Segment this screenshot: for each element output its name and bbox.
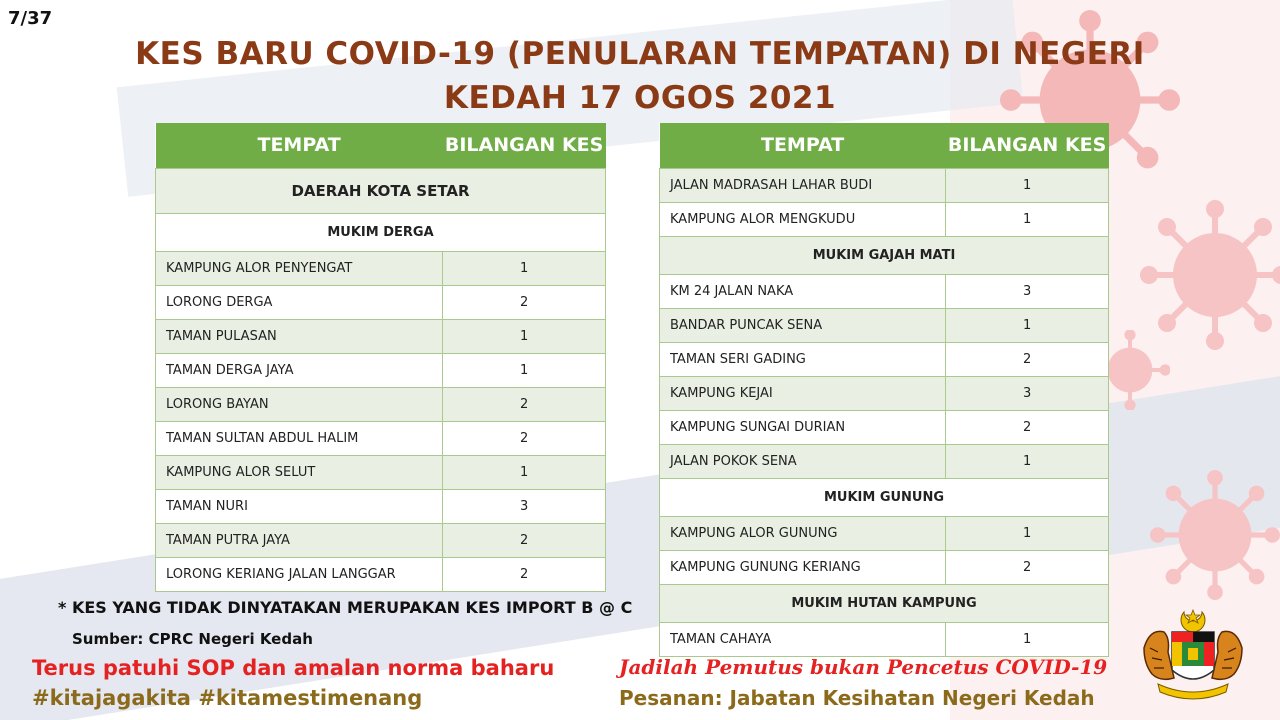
header-count: BILANGAN KES: [443, 123, 606, 168]
place-cell: KAMPUNG SUNGAI DURIAN: [660, 410, 946, 444]
table-row: [156, 421, 606, 455]
count-cell: 3: [946, 274, 1109, 308]
kedah-crest-icon: [1140, 608, 1246, 702]
place-cell: TAMAN CAHAYA: [660, 622, 946, 656]
sop-message: Terus patuhi SOP dan amalan norma baharu: [32, 656, 555, 680]
table-row: [660, 550, 1109, 584]
table-row: [156, 387, 606, 421]
table-row: [660, 410, 1109, 444]
place-cell: TAMAN NURI: [156, 489, 443, 523]
table-row: [156, 285, 606, 319]
count-cell: 1: [946, 444, 1109, 478]
count-cell: 3: [946, 376, 1109, 410]
place-cell: BANDAR PUNCAK SENA: [660, 308, 946, 342]
mukim-name: MUKIM DERGA: [156, 213, 606, 251]
count-cell: 1: [443, 319, 606, 353]
count-cell: 2: [443, 557, 606, 591]
table-row: [660, 308, 1109, 342]
place-cell: JALAN MADRASAH LAHAR BUDI: [660, 168, 946, 202]
district-name: DAERAH KOTA SETAR: [156, 168, 606, 213]
count-cell: 1: [946, 202, 1109, 236]
table-row: [156, 319, 606, 353]
count-cell: 2: [443, 523, 606, 557]
count-cell: 1: [443, 353, 606, 387]
place-cell: KAMPUNG KEJAI: [660, 376, 946, 410]
virus-icon: [1150, 470, 1280, 600]
table-row: [660, 444, 1109, 478]
footnote: * KES YANG TIDAK DINYATAKAN MERUPAKAN KES IMPORT B @ C: [58, 598, 633, 617]
place-cell: LORONG BAYAN: [156, 387, 443, 421]
place-cell: TAMAN DERGA JAYA: [156, 353, 443, 387]
header-place: TEMPAT: [156, 123, 443, 168]
table-header-row: [156, 123, 606, 168]
table-row: [156, 455, 606, 489]
mukim-name: MUKIM HUTAN KAMPUNG: [660, 584, 1109, 622]
count-cell: 2: [443, 421, 606, 455]
count-cell: 3: [443, 489, 606, 523]
table-row: [660, 622, 1109, 656]
count-cell: 2: [946, 550, 1109, 584]
place-cell: LORONG KERIANG JALAN LANGGAR: [156, 557, 443, 591]
place-cell: KM 24 JALAN NAKA: [660, 274, 946, 308]
place-cell: LORONG DERGA: [156, 285, 443, 319]
table-row: [156, 353, 606, 387]
count-cell: 2: [443, 387, 606, 421]
virus-icon: [1140, 200, 1280, 350]
table-row: [660, 342, 1109, 376]
page-title-line1: KES BARU COVID-19 (PENULARAN TEMPATAN) DI NEGERI: [135, 36, 1145, 72]
cases-table-left: [155, 123, 606, 592]
place-cell: TAMAN PULASAN: [156, 319, 443, 353]
count-cell: 1: [946, 308, 1109, 342]
table-row: [660, 202, 1109, 236]
table-row: [156, 557, 606, 591]
count-cell: 1: [946, 516, 1109, 550]
table-row: [660, 274, 1109, 308]
table-row: [156, 251, 606, 285]
count-cell: 2: [443, 285, 606, 319]
page-title-line2: KEDAH 17 OGOS 2021: [443, 80, 837, 116]
header-count: BILANGAN KES: [946, 123, 1109, 168]
page-number: 7/37: [8, 8, 53, 29]
place-cell: KAMPUNG ALOR SELUT: [156, 455, 443, 489]
count-cell: 1: [946, 168, 1109, 202]
count-cell: 1: [443, 251, 606, 285]
header-place: TEMPAT: [660, 123, 946, 168]
place-cell: KAMPUNG GUNUNG KERIANG: [660, 550, 946, 584]
place-cell: KAMPUNG ALOR MENGKUDU: [660, 202, 946, 236]
count-cell: 1: [946, 622, 1109, 656]
cases-table-right: [659, 123, 1109, 657]
table-row: [660, 376, 1109, 410]
hashtag-message: #kitajagakita #kitamestimenang: [32, 686, 423, 710]
table-header-row: [660, 123, 1109, 168]
mukim-row: [660, 236, 1109, 274]
table-row: [660, 516, 1109, 550]
district-row: [156, 168, 606, 213]
source-credit: Sumber: CPRC Negeri Kedah: [72, 630, 313, 648]
place-cell: JALAN POKOK SENA: [660, 444, 946, 478]
mukim-row: [660, 478, 1109, 516]
table-row: [156, 489, 606, 523]
count-cell: 2: [946, 342, 1109, 376]
place-cell: KAMPUNG ALOR PENYENGAT: [156, 251, 443, 285]
mukim-row: [156, 213, 606, 251]
slogan-message: Jadilah Pemutus bukan Pencetus COVID-19: [619, 655, 1108, 679]
mukim-name: MUKIM GAJAH MATI: [660, 236, 1109, 274]
place-cell: TAMAN SERI GADING: [660, 342, 946, 376]
place-cell: KAMPUNG ALOR GUNUNG: [660, 516, 946, 550]
place-cell: TAMAN PUTRA JAYA: [156, 523, 443, 557]
issuer-message: Pesanan: Jabatan Kesihatan Negeri Kedah: [619, 686, 1095, 710]
count-cell: 2: [946, 410, 1109, 444]
count-cell: 1: [443, 455, 606, 489]
table-row: [156, 523, 606, 557]
mukim-row: [660, 584, 1109, 622]
table-row: [660, 168, 1109, 202]
mukim-name: MUKIM GUNUNG: [660, 478, 1109, 516]
place-cell: TAMAN SULTAN ABDUL HALIM: [156, 421, 443, 455]
